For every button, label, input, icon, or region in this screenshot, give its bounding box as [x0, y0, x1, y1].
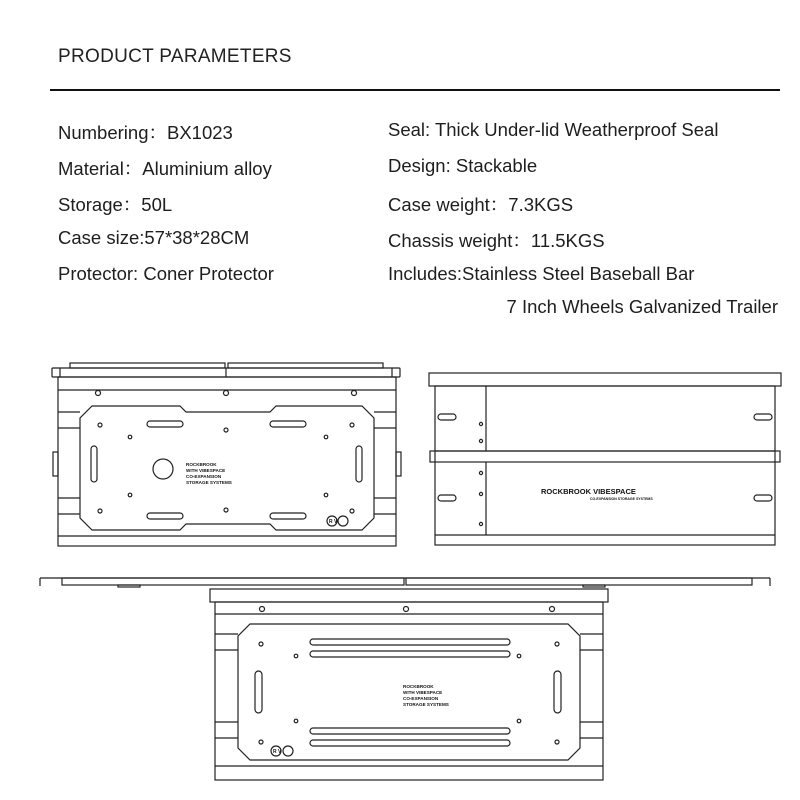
front-plate-line-3: CO-EXPANSION: [186, 474, 222, 479]
open-plate-line-4: STORAGE SYSTEMS: [403, 702, 449, 707]
side-brand-text: ROCKBROOK VIBESPACE: [541, 487, 636, 496]
spec-protector: Protector: Coner Protector: [58, 263, 274, 284]
front-view-drawing: [52, 363, 401, 546]
spec-numbering: Numbering：BX1023: [58, 122, 233, 143]
front-plate-line-4: STORAGE SYSTEMS: [186, 480, 232, 485]
open-plate-line-3: CO-EXPANSION: [403, 696, 439, 701]
spec-case-weight: Case weight：7.3KGS: [388, 194, 574, 215]
side-view-drawing: [429, 373, 781, 545]
side-brand-subtext: CO-EXPANSION STORAGE SYSTEMS: [590, 497, 653, 501]
front-badge-logo: R V: [329, 519, 338, 525]
open-plate-line-1: ROCKBROOK: [403, 684, 434, 689]
spec-design: Design: Stackable: [388, 155, 538, 176]
spec-chassis-weight: Chassis weight：11.5KGS: [388, 230, 605, 251]
open-badge-logo: R V: [273, 749, 282, 755]
spec-seal: Seal: Thick Under-lid Weatherproof Seal: [388, 119, 719, 140]
open-view-drawing: [40, 578, 770, 780]
spec-material: Material：Aluminium alloy: [58, 158, 272, 179]
page-title: PRODUCT PARAMETERS: [58, 46, 292, 67]
front-plate-line-1: ROCKBROOK: [186, 462, 217, 467]
spec-includes: Includes:Stainless Steel Baseball Bar: [388, 263, 695, 284]
open-plate-line-2: WITH VIBESPACE: [403, 690, 443, 695]
front-plate-line-2: WITH VIBESPACE: [186, 468, 226, 473]
spec-case-size: Case size:57*38*28CM: [58, 227, 250, 248]
spec-includes-continued: 7 Inch Wheels Galvanized Trailer: [506, 296, 778, 317]
spec-storage: Storage：50L: [58, 194, 173, 215]
